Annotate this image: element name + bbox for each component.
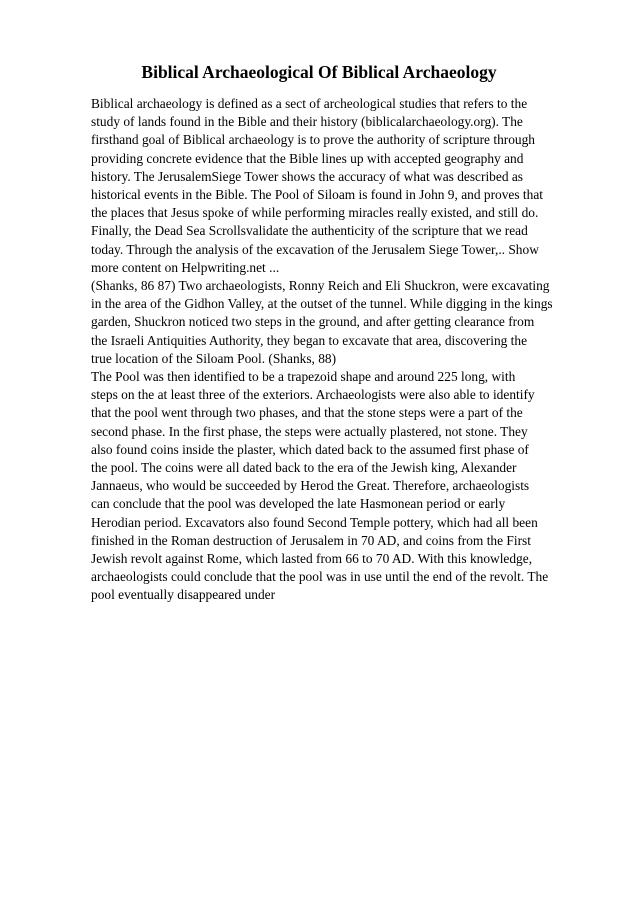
body-line-28: pool eventually disappeared under	[91, 587, 276, 603]
body-line-8: Finally, the Dead Sea Scrollsvalidate the authenticity of the scripture that we read	[91, 223, 528, 239]
document-body	[91, 95, 601, 605]
body-line-7: the places that Jesus spoke of while performing miracles really existed, and still do.	[91, 205, 539, 221]
body-line-1: Biblical archaeology is defined as a sect of archeological studies that refers to the	[91, 96, 528, 111]
body-line-18: that the pool went through two phases, and that the stone steps were a part of the	[91, 405, 523, 421]
body-line-15: true location of the Siloam Pool. (Shanks, 88)	[91, 350, 337, 366]
body-line-10: more content on Helpwriting.net ...	[91, 259, 280, 275]
body-line-23: can conclude that the pool was developed the late Hasmonean period or early	[91, 496, 506, 512]
body-line-16: The Pool was then identified to be a trapezoid shape and around 225 long, with	[91, 369, 516, 385]
body-line-9: today. Through the analysis of the excavation of the Jerusalem Siege Tower,.. Show	[91, 241, 539, 257]
body-line-11: (Shanks, 86 87) Two archaeologists, Ronny Reich and Eli Shuckron, were excavating	[91, 278, 550, 294]
body-line-24: Herodian period. Excavators also found Second Temple pottery, which had all been	[91, 514, 538, 530]
body-line-26: Jewish revolt against Rome, which lasted from 66 to 70 AD. With this knowledge,	[91, 551, 533, 567]
body-line-17: steps on the at least three of the exteriors. Archaeologists were also able to identify	[91, 387, 535, 403]
body-line-14: the Israeli Antiquities Authority, they began to excavate that area, discovering the	[91, 332, 528, 348]
body-line-27: archaeologists could conclude that the pool was in use until the end of the revolt. The	[91, 569, 549, 585]
body-line-3: firsthand goal of Biblical archaeology is to prove the authority of scripture through	[91, 132, 536, 148]
body-line-4: providing concrete evidence that the Bible lines up with accepted geography and	[91, 150, 524, 166]
body-line-21: the pool. The coins were all dated back to the era of the Jewish king, Alexander	[91, 460, 517, 476]
body-line-19: second phase. In the first phase, the steps were actually plastered, not stone. They	[91, 423, 528, 439]
body-line-20: also found coins inside the plaster, which dated back to the assumed first phase of	[91, 441, 529, 457]
body-line-22: Jannaeus, who would be succeeded by Herod the Great. Therefore, archaeologists	[91, 478, 530, 494]
body-line-13: garden, Shuckron noticed two steps in the ground, and after getting clearance from	[91, 314, 535, 330]
body-line-2: study of lands found in the Bible and their history (biblicalarchaeology.org). The	[91, 114, 523, 130]
body-line-12: in the area of the Gidhon Valley, at the outset of the tunnel. While digging in the kings	[91, 296, 553, 312]
body-line-5: history. The JerusalemSiege Tower shows the accuracy of what was described as	[91, 168, 524, 184]
body-line-6: historical events in the Bible. The Pool of Siloam is found in John 9, and proves that	[91, 187, 544, 203]
document-title: Biblical Archaeological Of Biblical Archaeology	[141, 62, 497, 82]
body-line-25: finished in the Roman destruction of Jerusalem in 70 AD, and coins from the First	[91, 532, 531, 548]
